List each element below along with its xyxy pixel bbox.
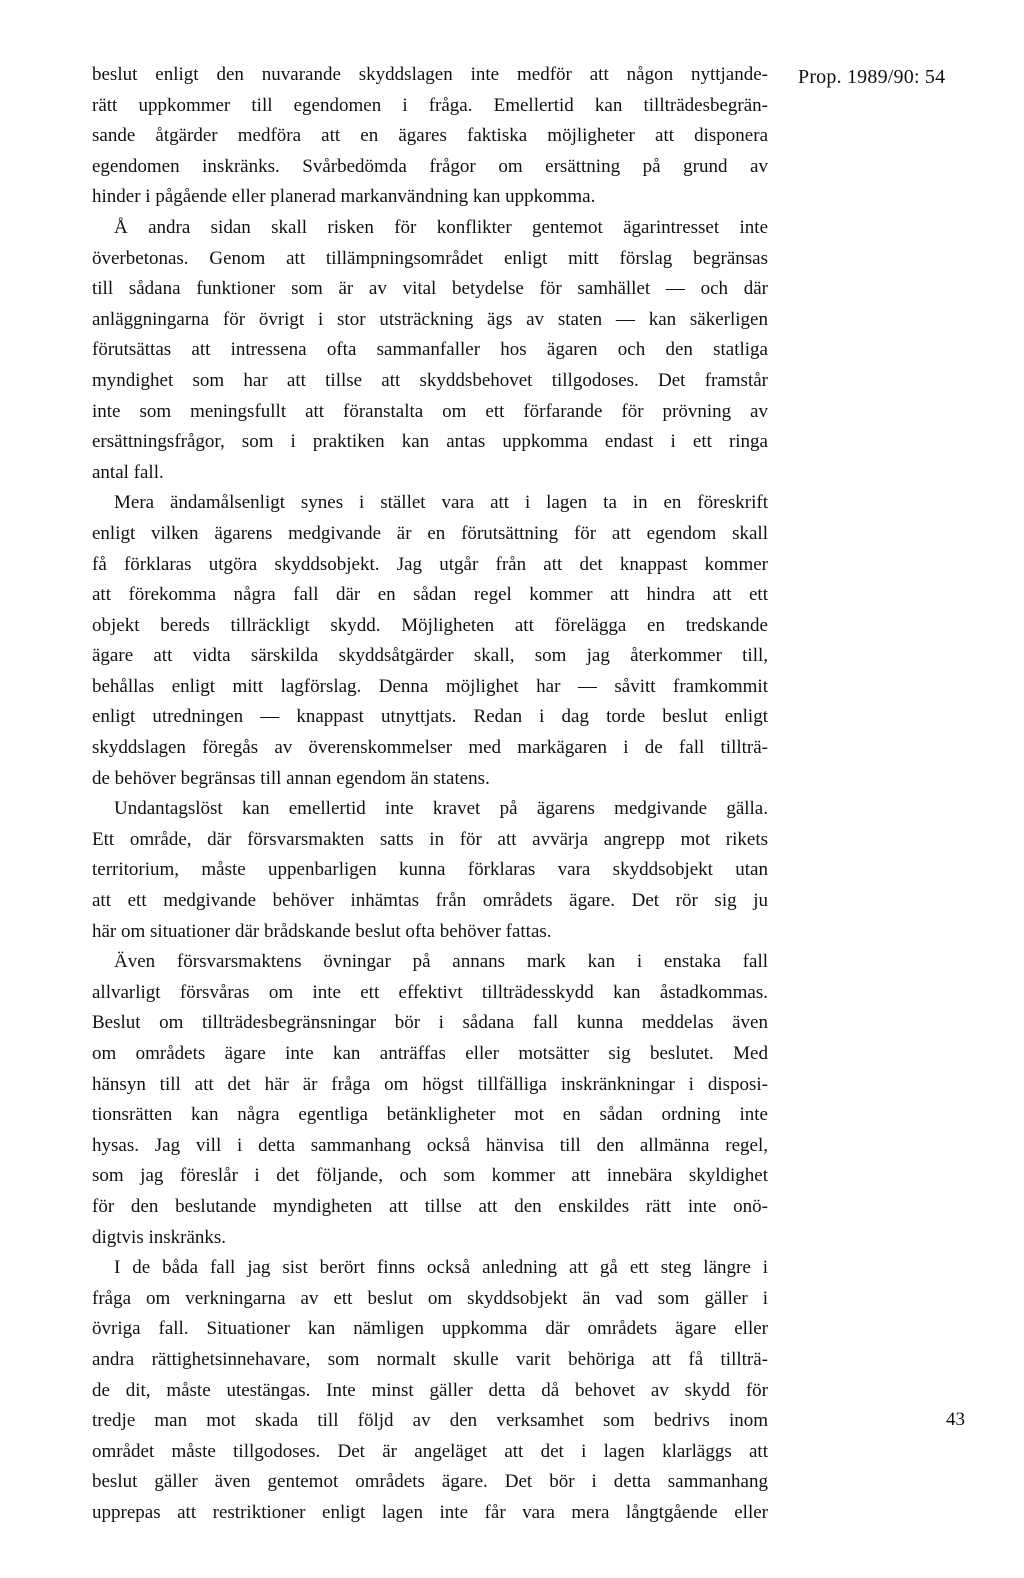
text-line: beslut enligt den nuvarande skyddslagen inte medför att någon nyttjande- xyxy=(92,64,768,85)
text-line: till sådana funktioner som är av vital betydelse för samhället — och där xyxy=(92,278,768,300)
text-line: Beslut om tillträdesbegränsningar bör i sådana fall kunna meddelas även xyxy=(92,1012,768,1034)
text-line: om områdets ägare inte kan anträffas eller motsätter sig beslutet. Med xyxy=(92,1043,768,1064)
text-line: de dit, måste utestängas. Inte minst gäller detta då behovet av skydd för xyxy=(92,1379,768,1401)
text-line: att förekomma några fall där en sådan regel kommer att hindra att ett xyxy=(92,584,768,606)
text-line: som jag föreslår i det följande, och som kommer att innebära skyldighet xyxy=(92,1165,768,1187)
text-line: skyddslagen föregås av överenskommelser med markägaren i de fall tillträ- xyxy=(92,737,768,759)
text-line: för den beslutande myndigheten att tillse att den enskildes rätt inte onö- xyxy=(92,1195,768,1217)
paragraph-4 xyxy=(92,794,768,947)
text-line: rätt uppkommer till egendomen i fråga. Emellertid kan tillträdesbegrän- xyxy=(92,94,768,116)
text-line: allvarligt försvåras om inte ett effektivt tillträdesskydd kan åstadkommas. xyxy=(92,981,768,1003)
text-line: objekt bereds tillräckligt skydd. Möjligheten att förelägga en tredskande xyxy=(92,614,768,636)
text-line: förutsättas att intressena ofta sammanfaller hos ägaren och den statliga xyxy=(92,339,768,361)
text-line: övriga fall. Situationer kan nämligen uppkomma där områdets ägare eller xyxy=(92,1318,768,1340)
text-line: Även försvarsmaktens övningar på annans mark kan i enstaka fall xyxy=(114,951,768,973)
text-line: Mera ändamålsenligt synes i stället vara att i lagen ta in en föreskrift xyxy=(114,492,768,514)
text-line: territorium, måste uppenbarligen kunna förklaras vara skyddsobjekt utan xyxy=(92,859,768,881)
text-line: fråga om verkningarna av ett beslut om skyddsobjekt än vad som gäller i xyxy=(92,1287,768,1309)
text-line: att ett medgivande behöver inhämtas från områdets ägare. Det rör sig ju xyxy=(92,890,768,912)
text-line: tionsrätten kan några egentliga betänkligheter mot en sådan ordning inte xyxy=(92,1104,768,1126)
text-line: de behöver begränsas till annan egendom än statens. xyxy=(92,767,490,789)
text-line: upprepas att restriktioner enligt lagen inte får vara mera långtgående eller xyxy=(92,1501,768,1523)
text-line: hysas. Jag vill i detta sammanhang också hänvisa till den allmänna regel, xyxy=(92,1134,768,1156)
text-line: ersättningsfrågor, som i praktiken kan antas uppkomma endast i ett ringa xyxy=(92,431,768,453)
text-line: hänsyn till att det här är fråga om högst tillfälliga inskränkningar i disposi- xyxy=(92,1073,768,1095)
text-line: enligt utredningen — knappast utnyttjats. Redan i dag torde beslut enligt xyxy=(92,706,768,728)
text-line: I de båda fall jag sist berört finns också anledning att gå ett steg längre i xyxy=(114,1257,768,1279)
text-line: sande åtgärder medföra att en ägares faktiska möjligheter att disponera xyxy=(92,125,768,147)
text-line: tredje man mot skada till följd av den verksamhet som bedrivs inom xyxy=(92,1410,768,1432)
text-line: Å andra sidan skall risken för konflikter gentemot ägarintresset inte xyxy=(114,216,768,238)
text-line: här om situationer där brådskande beslut ofta behöver fattas. xyxy=(92,920,552,942)
paragraph-5 xyxy=(92,947,768,1253)
text-line: området måste tillgodoses. Det är angeläget att det i lagen klarläggs att xyxy=(92,1440,768,1462)
text-line: få förklaras utgöra skyddsobjekt. Jag utgår från att det knappast kommer xyxy=(92,553,768,575)
text-line: Undantagslöst kan emellertid inte kravet på ägarens medgivande gälla. xyxy=(114,798,768,820)
paragraph-3 xyxy=(92,488,768,794)
text-line: överbetonas. Genom att tillämpningsområdet enligt mitt förslag begränsas xyxy=(92,247,768,269)
page-number: 43 xyxy=(946,1409,965,1430)
text-line: antal fall. xyxy=(92,461,164,483)
paragraph-2 xyxy=(92,213,768,488)
text-line: behållas enligt mitt lagförslag. Denna möjlighet har — såvitt framkommit xyxy=(92,675,768,697)
text-line: anläggningarna för övrigt i stor utsträckning ägs av staten — kan säkerligen xyxy=(92,308,768,330)
text-line: inte som meningsfullt att föranstalta om ett förfarande för prövning av xyxy=(92,400,768,422)
body-text xyxy=(92,60,768,1529)
text-line: Ett område, där försvarsmakten satts in för att avvärja angrepp mot rikets xyxy=(92,828,768,850)
running-head: Prop. 1989/90: 54 xyxy=(798,66,946,88)
text-line: andra rättighetsinnehavare, som normalt skulle varit behöriga att få tillträ- xyxy=(92,1348,768,1370)
text-line: hinder i pågående eller planerad markanvändning kan uppkomma. xyxy=(92,186,596,208)
text-line: beslut gäller även gentemot områdets ägare. Det bör i detta sammanhang xyxy=(92,1471,768,1493)
text-line: egendomen inskränks. Svårbedömda frågor om ersättning på grund av xyxy=(92,155,768,177)
text-line: enligt vilken ägarens medgivande är en förutsättning för att egendom skall xyxy=(92,522,768,544)
paragraph-6 xyxy=(92,1253,768,1528)
text-line: ägare att vidta särskilda skyddsåtgärder skall, som jag återkommer till, xyxy=(92,645,768,667)
text-line: digtvis inskränks. xyxy=(92,1226,227,1248)
text-line: myndighet som har att tillse att skyddsbehovet tillgodoses. Det framstår xyxy=(92,369,768,391)
paragraph-1 xyxy=(92,60,768,213)
